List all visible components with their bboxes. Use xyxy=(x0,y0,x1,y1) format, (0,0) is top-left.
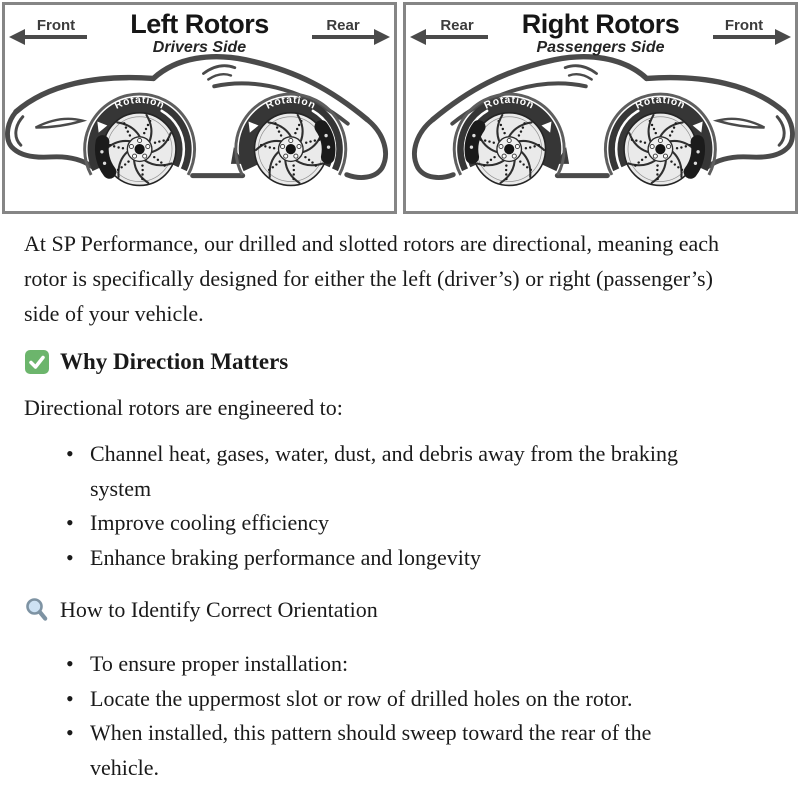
right-panel-header xyxy=(426,10,775,57)
benefits-list xyxy=(24,437,716,575)
panel-title: Right Rotors xyxy=(521,9,680,39)
front-direction-arrow xyxy=(713,18,775,57)
rear-direction-arrow xyxy=(312,18,374,57)
svg-text:Rotation: Rotation xyxy=(633,94,687,112)
left-arrow-icon xyxy=(426,35,488,39)
check-icon xyxy=(24,349,50,375)
magnifier-icon xyxy=(24,597,50,623)
svg-text:Rotation: Rotation xyxy=(113,94,167,112)
list-item: • Channel heat, gases, water, dust, and debris away from the braking system xyxy=(90,437,716,506)
intro-paragraph: At SP Performance, our drilled and slotted rotors are directional, meaning each rotor is specifically designed for either the left (driver’s) or right (passenger’s) side of your vehicle. xyxy=(24,231,720,326)
why-direction-matters-heading xyxy=(24,349,776,375)
front-direction-arrow xyxy=(25,18,87,57)
panel-subtitle: Drivers Side xyxy=(152,38,247,56)
direction-label: Front xyxy=(724,17,764,34)
list-item: • To ensure proper installation: xyxy=(90,647,716,682)
right-arrow-icon xyxy=(312,35,374,39)
direction-label: Front xyxy=(36,17,76,34)
installation-list xyxy=(24,647,716,785)
right-rotors-panel xyxy=(403,2,798,214)
left-arrow-icon xyxy=(25,35,87,39)
lead-paragraph: Directional rotors are engineered to: xyxy=(24,395,343,420)
list-item: • Enhance braking performance and longevity xyxy=(90,541,716,576)
left-rotors-panel xyxy=(2,2,397,214)
article-body xyxy=(0,214,800,785)
rear-direction-arrow xyxy=(426,18,488,57)
right-car-illustration xyxy=(406,49,795,210)
heading-text: Why Direction Matters xyxy=(60,349,289,374)
left-car-illustration xyxy=(5,49,394,210)
left-panel-header xyxy=(25,10,374,57)
right-arrow-icon xyxy=(713,35,775,39)
list-item: • When installed, this pattern should sweep toward the rear of the vehicle. xyxy=(90,716,716,785)
panel-subtitle: Passengers Side xyxy=(536,38,665,56)
list-item: • Locate the uppermost slot or row of drilled holes on the rotor. xyxy=(90,682,716,717)
direction-label: Rear xyxy=(440,17,474,34)
heading-text: How to Identify Correct Orientation xyxy=(60,597,378,622)
panel-title-block xyxy=(522,11,679,57)
panel-title: Left Rotors xyxy=(130,9,269,39)
list-item: • Improve cooling efficiency xyxy=(90,506,716,541)
rotor-direction-diagram xyxy=(0,0,800,214)
svg-text:Rotation: Rotation xyxy=(264,94,318,112)
svg-text:Rotation: Rotation xyxy=(482,94,536,112)
panel-title-block xyxy=(130,11,269,57)
identify-orientation-heading xyxy=(24,597,776,623)
direction-label: Rear xyxy=(326,17,360,34)
